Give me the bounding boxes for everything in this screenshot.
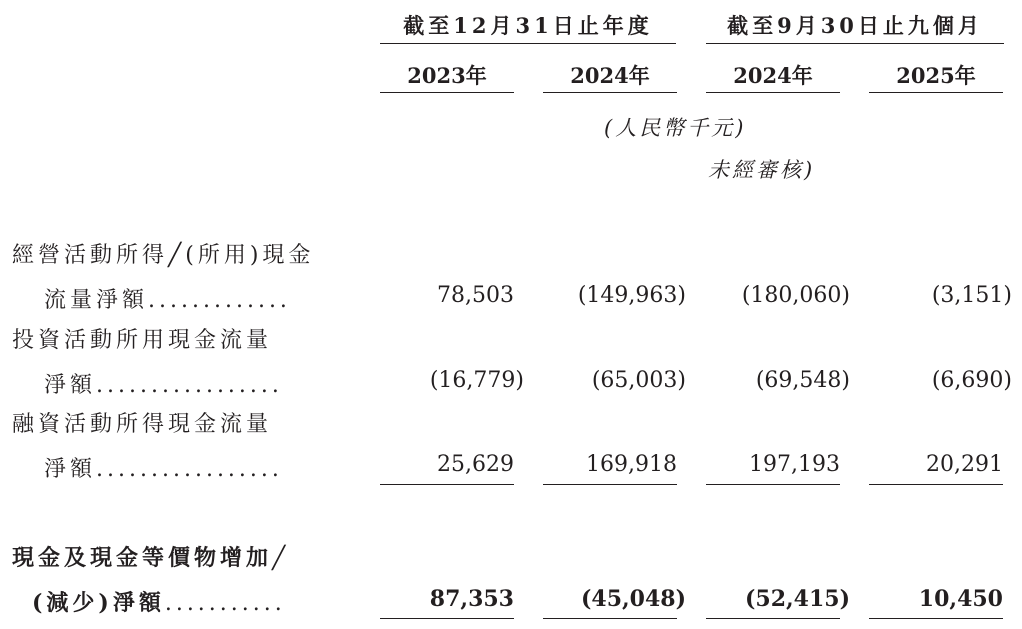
row-net-change-label-line2 xyxy=(32,586,286,617)
row-operating-label-line2 xyxy=(44,283,291,314)
total-rule-col3 xyxy=(706,618,840,619)
row-financing-value-2023: 25,629 xyxy=(437,452,514,477)
row-operating-value-2025-9m: (3,151) xyxy=(931,283,1012,308)
year-header-col3: 2024年 xyxy=(733,63,813,88)
row-investing-label-line1: 投資活動所用現金流量 xyxy=(12,328,273,353)
row-financing-label-line1: 融資活動所得現金流量 xyxy=(12,412,273,437)
leader-dots: ................. xyxy=(96,373,283,398)
row-investing-label-line2 xyxy=(44,368,283,399)
row-investing-value-2023: (16,779) xyxy=(429,368,524,393)
row-net-change-label-line1: 現金及現金等價物增加╱ xyxy=(12,545,290,571)
row-operating-value-2024-9m: (180,060) xyxy=(741,283,850,308)
subtotal-rule-col1 xyxy=(380,484,514,485)
row-operating-label-line1: 經營活動所得╱(所用)現金 xyxy=(12,243,315,268)
total-rule-col1 xyxy=(380,618,514,619)
row-operating-label-text: 流量淨額 xyxy=(44,288,149,313)
row-investing-value-2025-9m: (6,690) xyxy=(931,368,1012,393)
row-financing-label-text: 淨額 xyxy=(44,457,97,482)
year-header-col1-rule xyxy=(380,92,514,93)
row-investing-value-2024-9m: (69,548) xyxy=(755,368,850,393)
unaudited-note: 未經審核) xyxy=(708,158,816,182)
period-header-fiscal-year-rule xyxy=(380,43,676,44)
period-header-fiscal-year: 截至12月31日止年度 xyxy=(403,13,653,38)
year-header-col4-rule xyxy=(869,92,1003,93)
year-header-col4: 2025年 xyxy=(896,63,976,88)
row-investing-label-text: 淨額 xyxy=(44,373,97,398)
row-investing-value-2024: (65,003) xyxy=(591,368,686,393)
leader-dots: ............. xyxy=(148,288,291,313)
year-header-col2: 2024年 xyxy=(570,63,650,88)
leader-dots: ........... xyxy=(164,591,286,616)
currency-unit-note: (人民幣千元) xyxy=(604,116,747,140)
row-financing-label-line2 xyxy=(44,452,283,483)
period-header-nine-months-rule xyxy=(706,43,1004,44)
row-net-change-value-2024: (45,048) xyxy=(580,586,686,612)
total-rule-col2 xyxy=(543,618,677,619)
total-rule-col4 xyxy=(869,618,1003,619)
period-header-nine-months: 截至9月30日止九個月 xyxy=(727,13,983,38)
row-financing-value-2024: 169,918 xyxy=(586,452,677,477)
year-header-col3-rule xyxy=(706,92,840,93)
subtotal-rule-col4 xyxy=(869,484,1003,485)
row-net-change-label-text: (減少)淨額 xyxy=(32,590,165,616)
year-header-col2-rule xyxy=(543,92,677,93)
row-net-change-value-2023: 87,353 xyxy=(429,586,514,612)
row-net-change-value-2024-9m: (52,415) xyxy=(744,586,850,612)
subtotal-rule-col2 xyxy=(543,484,677,485)
row-financing-value-2025-9m: 20,291 xyxy=(926,452,1003,477)
subtotal-rule-col3 xyxy=(706,484,840,485)
year-header-col1: 2023年 xyxy=(407,63,487,88)
leader-dots: ................. xyxy=(96,457,283,482)
row-operating-value-2023: 78,503 xyxy=(437,283,514,308)
row-operating-value-2024: (149,963) xyxy=(577,283,686,308)
row-net-change-value-2025-9m: 10,450 xyxy=(918,586,1003,612)
row-financing-value-2024-9m: 197,193 xyxy=(749,452,840,477)
